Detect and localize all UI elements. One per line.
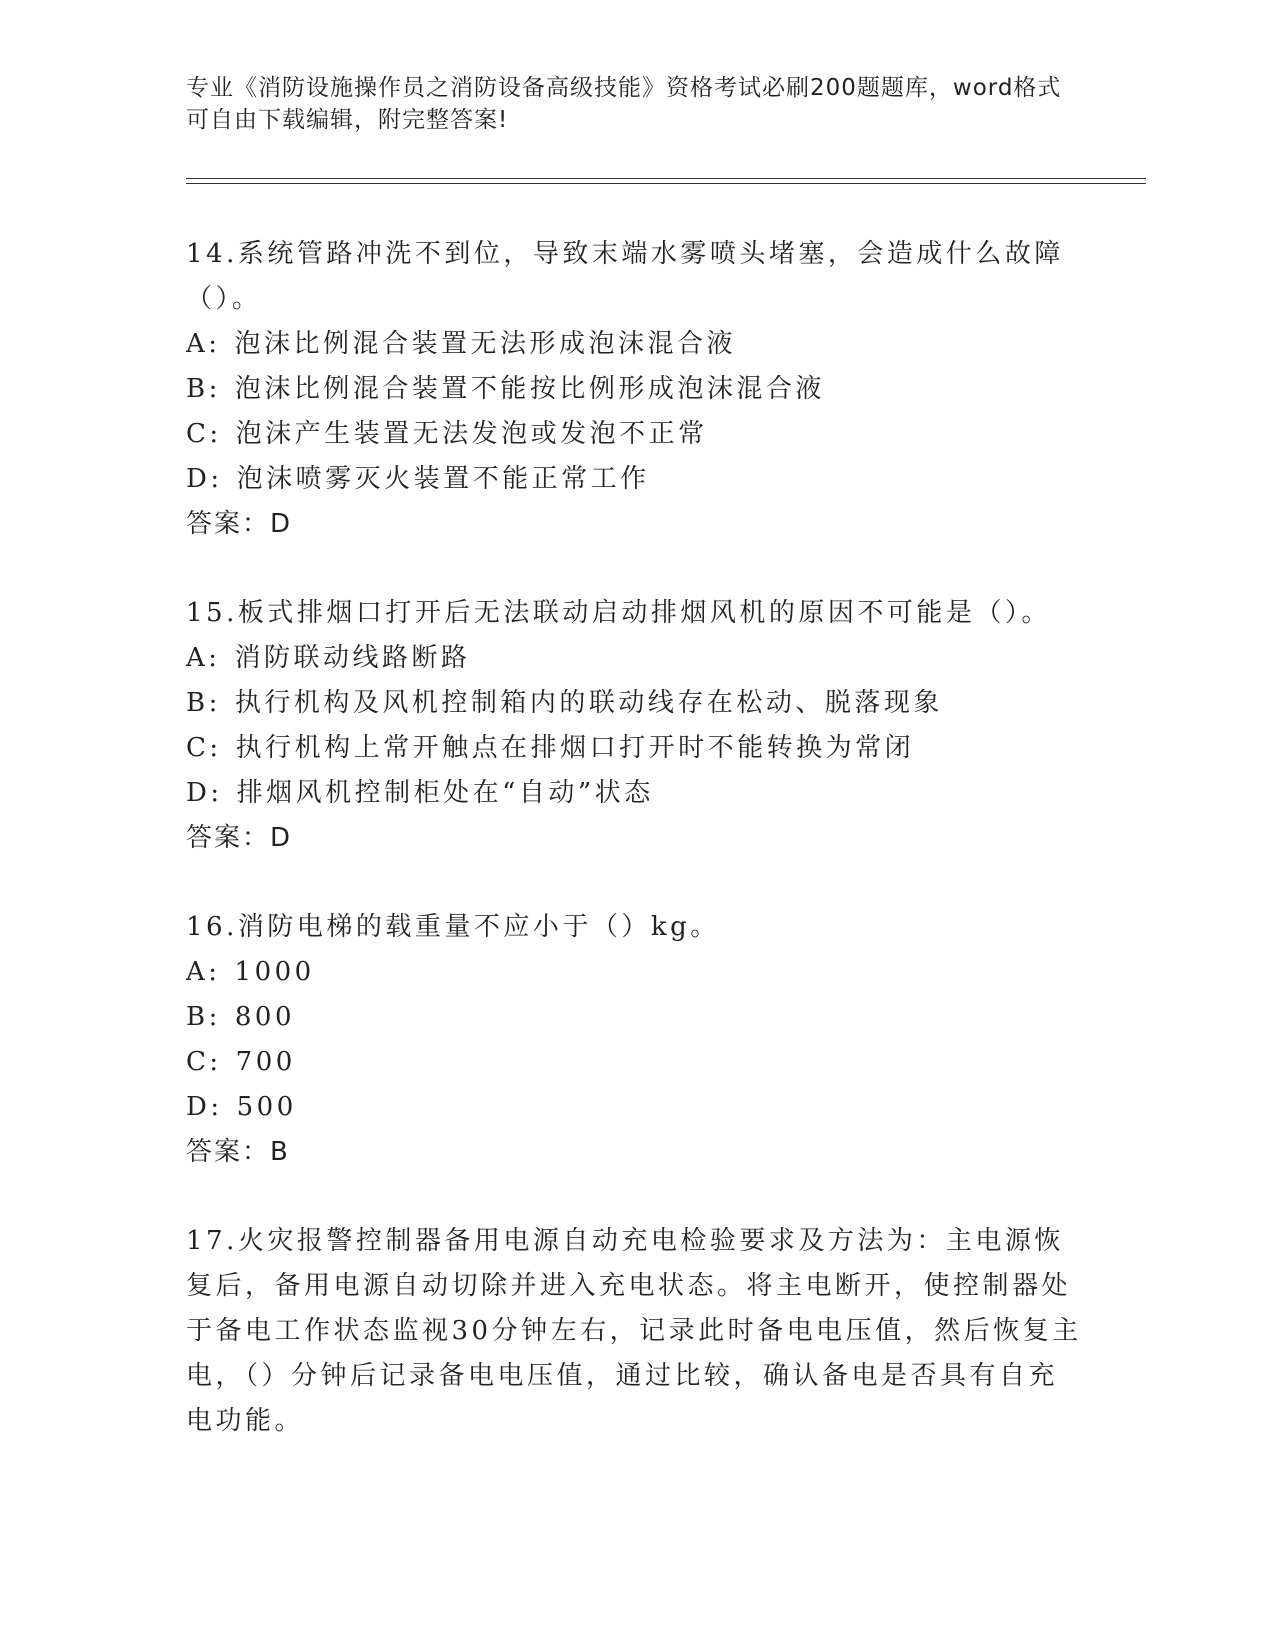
- option-text: 800: [234, 1002, 296, 1032]
- option-c: C: 700: [186, 1040, 1086, 1085]
- option-text: 500: [236, 1092, 297, 1122]
- option-letter: A: [186, 329, 209, 359]
- question-stem: 17.火灾报警控制器备用电源自动充电检验要求及方法为：主电源恢复后，备用电源自动切除并进入充电状态。将主电断开，使控制器处于备电工作状态监视30分钟左右，记录此时备电电压值，然后恢复主电，（）分钟后记录备电电压值，通过比较，确认备电是否具有自充电功能。: [186, 1226, 1082, 1436]
- option-letter: B: [186, 374, 209, 404]
- answer-line: 答案：B: [186, 1137, 290, 1167]
- option-letter: A: [186, 643, 209, 673]
- option-letter: A: [186, 957, 209, 987]
- option-text: 执行机构上常开触点在排烟口打开时不能转换为常闭: [235, 733, 915, 763]
- header-rule-top: [186, 178, 1146, 179]
- option-c: C: 执行机构上常开触点在排烟口打开时不能转换为常闭: [186, 726, 1086, 771]
- option-text: 700: [235, 1047, 296, 1077]
- option-text: 1000: [234, 957, 315, 987]
- page-header: 专业《消防设施操作员之消防设备高级技能》资格考试必刷200题题库，word格式可自由下载编辑，附完整答案!: [186, 75, 1062, 133]
- answer-line: 答案：D: [186, 509, 293, 539]
- question-stem: 14.系统管路冲洗不到位，导致末端水雾喷头堵塞，会造成什么故障（）。: [186, 239, 1064, 314]
- question-14: [186, 232, 1086, 547]
- option-text: 泡沫产生装置无法发泡或发泡不正常: [235, 419, 708, 449]
- question-17: [186, 1219, 1086, 1444]
- option-b: B: 泡沫比例混合装置不能按比例形成泡沫混合液: [186, 367, 1086, 412]
- option-d: D: 500: [186, 1085, 1086, 1130]
- option-a: A: 消防联动线路断路: [186, 636, 1086, 681]
- option-c: C: 泡沫产生装置无法发泡或发泡不正常: [186, 412, 1086, 457]
- question-16: [186, 905, 1086, 1175]
- option-letter: C: [186, 419, 210, 449]
- option-text: 泡沫喷雾灭火装置不能正常工作: [236, 464, 650, 494]
- option-b: B: 800: [186, 995, 1086, 1040]
- header-rule-bottom: [186, 183, 1146, 184]
- question-stem: 15.板式排烟口打开后无法联动启动排烟风机的原因不可能是（）。: [186, 598, 1051, 628]
- option-d: D: 排烟风机控制柜处在“自动”状态: [186, 771, 1086, 816]
- option-letter: C: [186, 1047, 210, 1077]
- option-text: 排烟风机控制柜处在“自动”状态: [236, 778, 654, 808]
- answer-line: 答案：D: [186, 823, 293, 853]
- option-text: 泡沫比例混合装置不能按比例形成泡沫混合液: [234, 374, 825, 404]
- option-letter: D: [186, 1092, 211, 1122]
- option-letter: C: [186, 733, 210, 763]
- option-letter: B: [186, 688, 209, 718]
- option-d: D: 泡沫喷雾灭火装置不能正常工作: [186, 457, 1086, 502]
- option-a: A: 1000: [186, 950, 1086, 995]
- option-text: 泡沫比例混合装置无法形成泡沫混合液: [234, 329, 737, 359]
- option-a: A: 泡沫比例混合装置无法形成泡沫混合液: [186, 322, 1086, 367]
- option-letter: D: [186, 464, 211, 494]
- option-text: 消防联动线路断路: [234, 643, 471, 673]
- question-list: [186, 232, 1086, 1488]
- option-letter: D: [186, 778, 211, 808]
- question-stem: 16.消防电梯的载重量不应小于（）kg。: [186, 912, 720, 942]
- question-15: [186, 591, 1086, 861]
- option-text: 执行机构及风机控制箱内的联动线存在松动、脱落现象: [234, 688, 943, 718]
- option-b: B: 执行机构及风机控制箱内的联动线存在松动、脱落现象: [186, 681, 1086, 726]
- option-letter: B: [186, 1002, 209, 1032]
